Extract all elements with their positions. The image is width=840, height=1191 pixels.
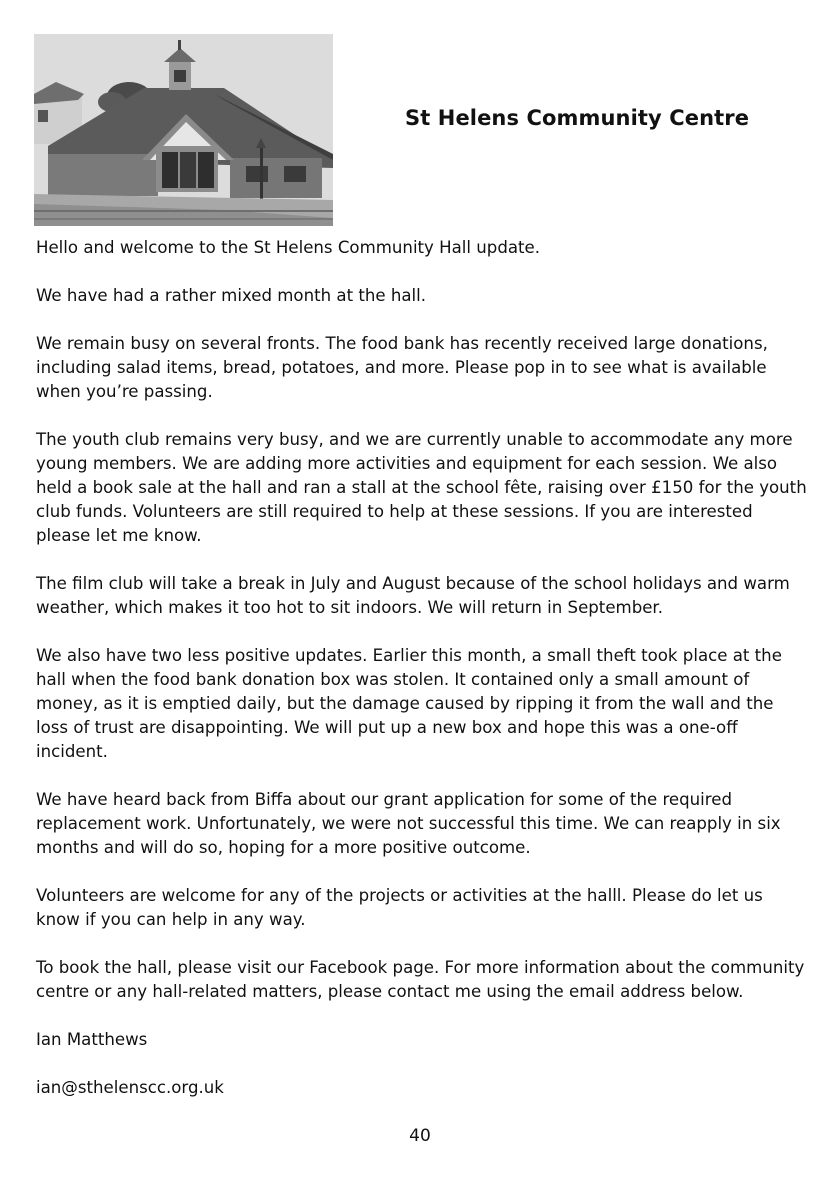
signature-name: Ian Matthews: [36, 1030, 148, 1049]
community-centre-photo: [34, 34, 333, 226]
paragraph: We remain busy on several fronts. The food bank has recently received large donations, including salad items, bread, potatoes, and more. Please pop in to see what is available when you’re passing.: [36, 334, 768, 401]
paragraph: We have had a rather mixed month at the hall.: [36, 286, 427, 305]
page-title: St Helens Community Centre: [405, 106, 750, 130]
article-body: [36, 236, 808, 1100]
paragraph: The youth club remains very busy, and we are currently unable to accommodate any more young members. We are adding more activities and equipment for each session. We also held a book sale at the hall and ran a stall at the school fête, raising over £150 for the youth club funds. Volunteers are still required to help at these sessions. If you are interested please let me know.: [36, 430, 807, 545]
page-number: 40: [409, 1126, 431, 1146]
paragraph: We have heard back from Biffa about our grant application for some of the required replacement work. Unfortunately, we were not successful this time. We can reapply in six months and will do so, hoping for a more positive outcome.: [36, 790, 781, 857]
paragraph: To book the hall, please visit our Facebook page. For more information about the community centre or any hall-related matters, please contact me using the email address below.: [36, 958, 805, 1001]
contact-email: ian@sthelenscc.org.uk: [36, 1078, 224, 1097]
paragraph: Hello and welcome to the St Helens Community Hall update.: [36, 238, 541, 257]
paragraph: The film club will take a break in July and August because of the school holidays and warm weather, which makes it too hot to sit indoors. We will return in September.: [36, 574, 790, 617]
paragraph: We also have two less positive updates. Earlier this month, a small theft took place at the hall when the food bank donation box was stolen. It contained only a small amount of money, as it is emptied daily, but the damage caused by ripping it from the wall and the loss of trust are disappointing. We will put up a new box and hope this was a one-off incident.: [36, 646, 782, 761]
paragraph: Volunteers are welcome for any of the projects or activities at the halll. Please do let us know if you can help in any way.: [36, 886, 763, 929]
